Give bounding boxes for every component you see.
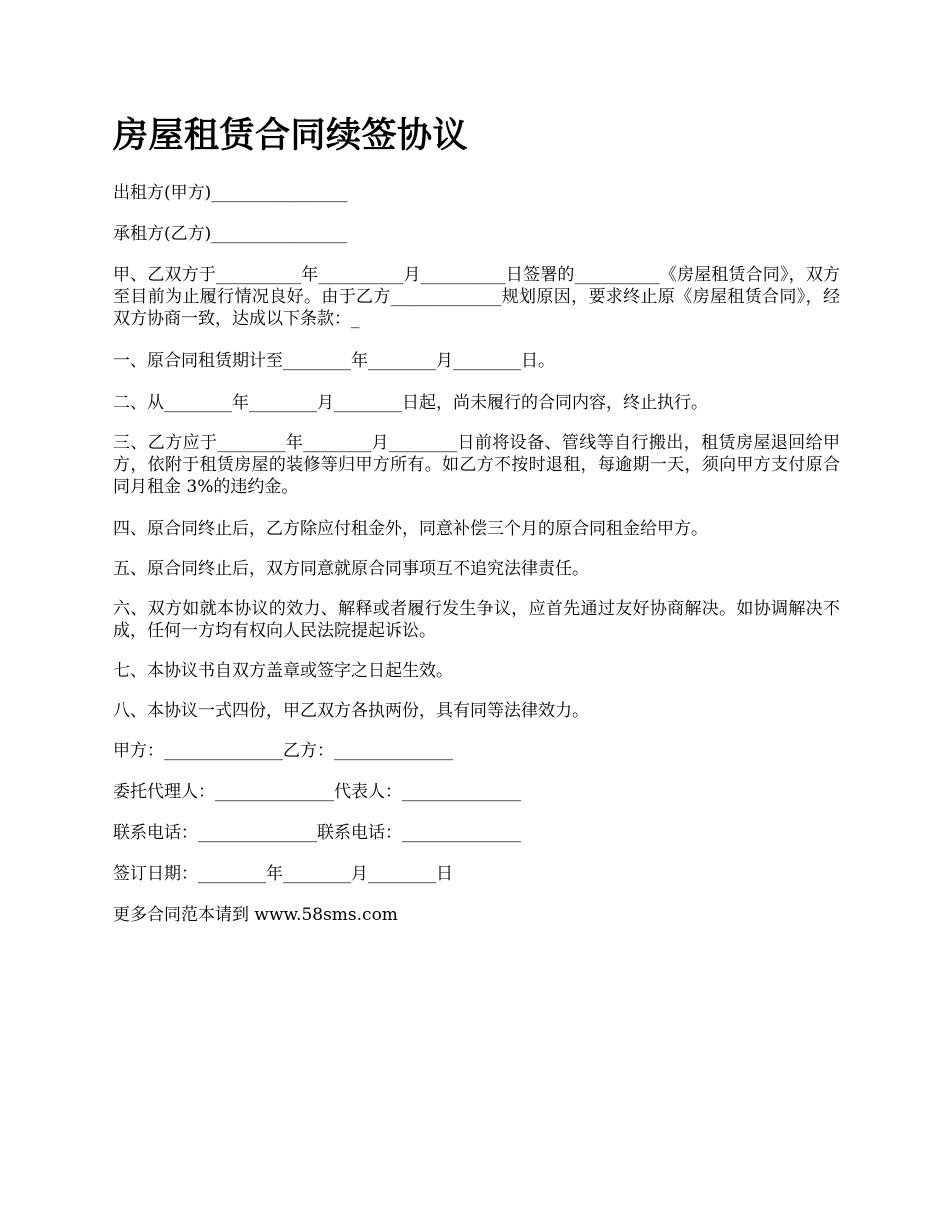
clause-2: 二、从________年________月________日起，尚未履行的合同内容，终止执行。 bbox=[113, 393, 708, 413]
clause-8: 八、本协议一式四份，甲乙双方各执两份，具有同等法律效力。 bbox=[113, 701, 589, 721]
document-title: 房屋租赁合同续签协议 bbox=[113, 115, 469, 156]
clause-4: 四、原合同终止后，乙方除应付租金外，同意补偿三个月的原合同租金给甲方。 bbox=[113, 519, 708, 539]
clause-6: 六、双方如就本协议的效力、解释或者履行发生争议，应首先通过友好协商解决。如协调解决不成，任何一方均有权向人民法院提起诉讼。 bbox=[113, 599, 840, 641]
clause-1: 一、原合同租赁期计至________年________月________日。 bbox=[113, 351, 555, 371]
clause-5: 五、原合同终止后，双方同意就原合同事项互不追究法律责任。 bbox=[113, 559, 589, 579]
signature-date: 签订日期：________年________月________日 bbox=[113, 864, 453, 884]
intro-paragraph: 甲、乙双方于__________年__________月__________日签署的__________《房屋租赁合同》，双方至目前为止履行情况良好。由于乙方_____________规划原因，要求终止原《房屋租赁合同》，经双方协商一致，达成以下条款：_ bbox=[113, 265, 840, 329]
signature-parties: 甲方：______________乙方：______________ bbox=[113, 741, 453, 761]
clause-3: 三、乙方应于________年________月________日前将设备、管线等自行搬出，租赁房屋退回给甲方，依附于租赁房屋的装修等归甲方所有。如乙方不按时退租，每逾期一天，须向甲方支付原合同月租金 3%的违约金。 bbox=[113, 433, 840, 497]
signature-agents: 委托代理人：______________代表人：______________ bbox=[113, 782, 521, 802]
footer-link-text: 更多合同范本请到 www.58sms.com bbox=[113, 905, 398, 925]
clause-7: 七、本协议书自双方盖章或签字之日起生效。 bbox=[113, 661, 453, 681]
lessor-line: 出租方(甲方)________________ bbox=[113, 183, 348, 203]
lessee-line: 承租方(乙方)________________ bbox=[113, 224, 348, 244]
signature-phones: 联系电话：______________联系电话：______________ bbox=[113, 823, 521, 843]
